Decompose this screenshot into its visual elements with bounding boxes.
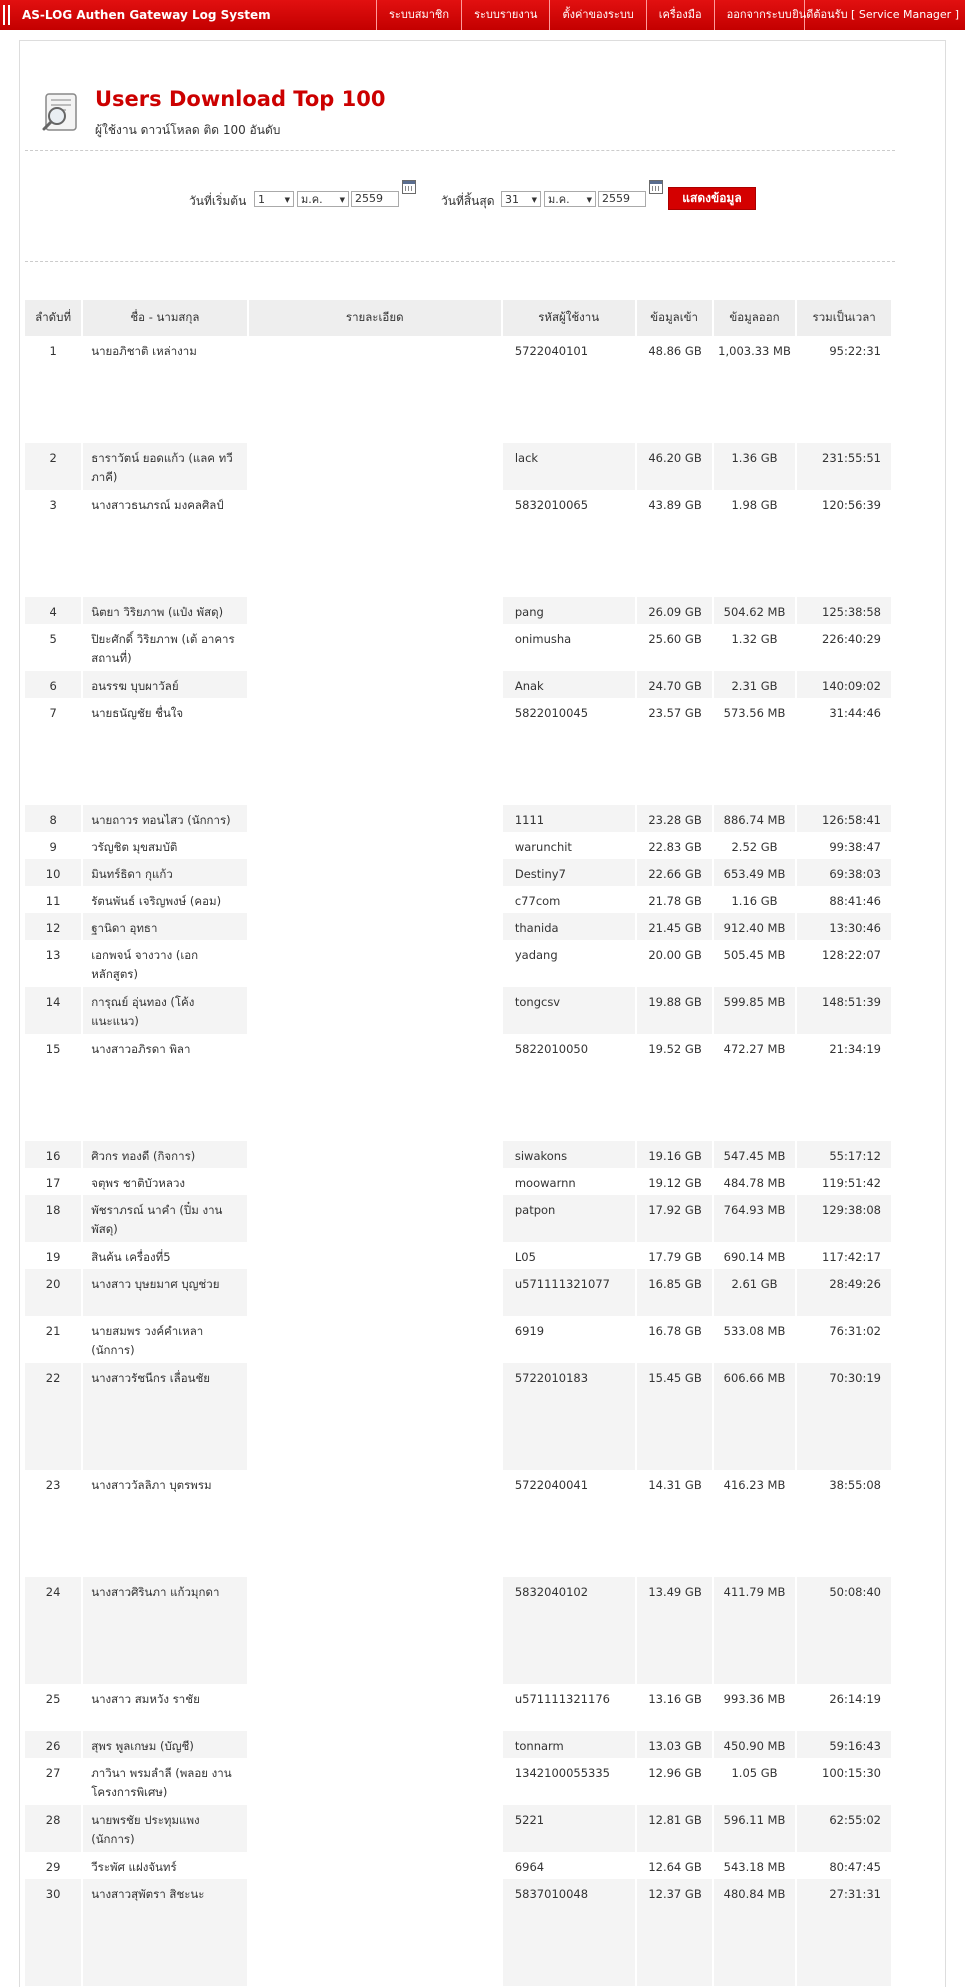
page-subtitle: ผู้ใช้งาน ดาวน์โหลด ติด 100 อันดับ (95, 123, 281, 137)
total-time-cell: 27:31:31 (797, 1879, 893, 1986)
start-day-select[interactable] (254, 191, 294, 207)
table-row (25, 671, 893, 698)
total-time-cell: 21:34:19 (797, 1034, 893, 1141)
user-id-cell: 1111 (503, 805, 637, 832)
total-time-cell: 13:30:46 (797, 913, 893, 940)
name-cell: อนรรฆ บุบผาวัลย์ (83, 671, 248, 698)
data-in-cell: 24.70 GB (637, 671, 714, 698)
user-id-cell: patpon (503, 1195, 637, 1242)
rank-cell: 2 (25, 443, 83, 490)
table-row (25, 443, 893, 490)
col-header-detail[interactable]: รายละเอียด (249, 300, 503, 336)
name-cell: สินค้น เครื่องที่5 (83, 1242, 248, 1269)
data-in-cell: 43.89 GB (637, 490, 714, 597)
table-row (25, 1731, 893, 1758)
start-month-select[interactable] (297, 191, 349, 207)
data-in-cell: 19.88 GB (637, 987, 714, 1034)
start-year-input[interactable]: 2559 (351, 191, 399, 207)
data-out-cell: 993.36 MB (714, 1684, 798, 1731)
end-year-input[interactable]: 2559 (598, 191, 646, 207)
end-day-value: 31 (505, 193, 519, 206)
user-id-cell: 5832040102 (503, 1577, 637, 1684)
detail-cell (249, 1141, 503, 1168)
data-in-cell: 17.92 GB (637, 1195, 714, 1242)
data-out-cell: 1.32 GB (714, 624, 798, 671)
data-in-cell: 16.78 GB (637, 1316, 714, 1363)
table-row (25, 1269, 893, 1316)
total-time-cell: 100:15:30 (797, 1758, 893, 1805)
name-cell: นายถาวร ทอนไสว (นักการ) (83, 805, 248, 832)
page-title: Users Download Top 100 (95, 87, 386, 111)
table-row (25, 698, 893, 805)
table-row (25, 1195, 893, 1242)
rank-cell: 11 (25, 886, 83, 913)
rank-cell: 22 (25, 1363, 83, 1470)
data-in-cell: 22.66 GB (637, 859, 714, 886)
total-time-cell: 80:47:45 (797, 1852, 893, 1879)
table-header-row (25, 300, 893, 336)
data-out-cell: 573.56 MB (714, 698, 798, 805)
nav-logout[interactable]: ออกจากระบบ (714, 0, 805, 30)
col-header-name[interactable]: ชื่อ - นามสกุล (83, 300, 248, 336)
data-in-cell: 12.96 GB (637, 1758, 714, 1805)
data-out-cell: 764.93 MB (714, 1195, 798, 1242)
data-out-cell: 484.78 MB (714, 1168, 798, 1195)
user-id-cell: onimusha (503, 624, 637, 671)
name-cell: วีระพัศ แฝงจันทร์ (83, 1852, 248, 1879)
data-in-cell: 48.86 GB (637, 336, 714, 443)
data-out-cell: 472.27 MB (714, 1034, 798, 1141)
user-id-cell: 5822010045 (503, 698, 637, 805)
data-in-cell: 17.79 GB (637, 1242, 714, 1269)
data-in-cell: 21.45 GB (637, 913, 714, 940)
user-id-cell: tonnarm (503, 1731, 637, 1758)
total-time-cell: 140:09:02 (797, 671, 893, 698)
table-row (25, 913, 893, 940)
user-id-cell: L05 (503, 1242, 637, 1269)
name-cell: รัตนพันธ์ เจริญพงษ์ (คอม) (83, 886, 248, 913)
rank-cell: 8 (25, 805, 83, 832)
data-out-cell: 606.66 MB (714, 1363, 798, 1470)
data-out-cell: 653.49 MB (714, 859, 798, 886)
nav-settings[interactable]: ตั้งค่าของระบบ (549, 0, 645, 30)
total-time-cell: 50:08:40 (797, 1577, 893, 1684)
name-cell: เอกพจน์ จางวาง (เอก หลักสูตร) (83, 940, 248, 987)
user-id-cell: 6919 (503, 1316, 637, 1363)
data-out-cell: 599.85 MB (714, 987, 798, 1034)
rank-cell: 13 (25, 940, 83, 987)
detail-cell (249, 1363, 503, 1470)
table-row (25, 1363, 893, 1470)
chevron-down-icon: ▼ (339, 196, 345, 204)
rank-cell: 3 (25, 490, 83, 597)
detail-cell (249, 805, 503, 832)
detail-cell (249, 832, 503, 859)
download-table (25, 300, 893, 1986)
name-cell: มินทร์ธิดา กุแก้ว (83, 859, 248, 886)
name-cell: นางสาว บุษยมาศ บุญช่วย (83, 1269, 248, 1316)
table-row (25, 1168, 893, 1195)
user-id-cell: lack (503, 443, 637, 490)
name-cell: นายอภิชาติ เหล่างาม (83, 336, 248, 443)
name-cell: นางสาวศิรินภา แก้วมุกดา (83, 1577, 248, 1684)
end-month-select[interactable] (544, 191, 596, 207)
rank-cell: 25 (25, 1684, 83, 1731)
detail-cell (249, 1684, 503, 1731)
detail-cell (249, 1805, 503, 1852)
name-cell: วรัญชิต มุขสมบัติ (83, 832, 248, 859)
total-time-cell: 38:55:08 (797, 1470, 893, 1577)
rank-cell: 16 (25, 1141, 83, 1168)
user-id-cell: pang (503, 597, 637, 624)
user-id-cell: 5832010065 (503, 490, 637, 597)
rank-cell: 29 (25, 1852, 83, 1879)
calendar-icon[interactable] (402, 180, 416, 194)
name-cell: นางสาวอภิรดา พิลา (83, 1034, 248, 1141)
detail-cell (249, 671, 503, 698)
detail-cell (249, 859, 503, 886)
user-id-cell: c77com (503, 886, 637, 913)
divider (25, 261, 895, 262)
detail-cell (249, 1195, 503, 1242)
total-time-cell: 148:51:39 (797, 987, 893, 1034)
data-in-cell: 25.60 GB (637, 624, 714, 671)
table-row (25, 1577, 893, 1684)
data-in-cell: 12.64 GB (637, 1852, 714, 1879)
detail-cell (249, 1168, 503, 1195)
rank-cell: 28 (25, 1805, 83, 1852)
welcome-text: ยินดีต้อนรับ [ Service Manager ] (792, 8, 959, 21)
rank-cell: 18 (25, 1195, 83, 1242)
detail-cell (249, 336, 503, 443)
total-time-cell: 62:55:02 (797, 1805, 893, 1852)
total-time-cell: 117:42:17 (797, 1242, 893, 1269)
nav-tools[interactable]: เครื่องมือ (646, 0, 714, 30)
table-row (25, 1879, 893, 1986)
table-row (25, 1470, 893, 1577)
total-time-cell: 88:41:46 (797, 886, 893, 913)
col-header-user-id[interactable]: รหัสผู้ใช้งาน (503, 300, 637, 336)
user-id-cell: 5822010050 (503, 1034, 637, 1141)
user-id-cell: warunchit (503, 832, 637, 859)
rank-cell: 1 (25, 336, 83, 443)
data-out-cell: 2.52 GB (714, 832, 798, 859)
name-cell: นางสาวรัชนีกร เลื่อนชัย (83, 1363, 248, 1470)
user-id-cell: 5722040041 (503, 1470, 637, 1577)
total-time-cell: 59:16:43 (797, 1731, 893, 1758)
data-out-cell: 1.05 GB (714, 1758, 798, 1805)
detail-cell (249, 443, 503, 490)
detail-cell (249, 1242, 503, 1269)
user-id-cell: 5221 (503, 1805, 637, 1852)
rank-cell: 17 (25, 1168, 83, 1195)
data-out-cell: 912.40 MB (714, 913, 798, 940)
detail-cell (249, 1316, 503, 1363)
table-row (25, 832, 893, 859)
data-in-cell: 12.37 GB (637, 1879, 714, 1986)
data-out-cell: 1.36 GB (714, 443, 798, 490)
table-row (25, 1805, 893, 1852)
table-row (25, 859, 893, 886)
col-header-data-in[interactable]: ข้อมูลเข้า (637, 300, 714, 336)
data-in-cell: 46.20 GB (637, 443, 714, 490)
user-id-cell: yadang (503, 940, 637, 987)
data-in-cell: 16.85 GB (637, 1269, 714, 1316)
user-id-cell: Anak (503, 671, 637, 698)
detail-cell (249, 698, 503, 805)
name-cell: นางสาววัลลิภา บุตรพรม (83, 1470, 248, 1577)
name-cell: สุพร พูลเกษม (บัญชี) (83, 1731, 248, 1758)
chevron-down-icon: ▼ (586, 196, 592, 204)
data-out-cell: 533.08 MB (714, 1316, 798, 1363)
rank-cell: 24 (25, 1577, 83, 1684)
user-id-cell: tongcsv (503, 987, 637, 1034)
data-out-cell: 450.90 MB (714, 1731, 798, 1758)
data-out-cell: 690.14 MB (714, 1242, 798, 1269)
rank-cell: 26 (25, 1731, 83, 1758)
user-id-cell: thanida (503, 913, 637, 940)
data-in-cell: 22.83 GB (637, 832, 714, 859)
table-row (25, 1852, 893, 1879)
end-date-label: วันที่สิ้นสุด (441, 194, 495, 208)
detail-cell (249, 624, 503, 671)
detail-cell (249, 1852, 503, 1879)
name-cell: การุณย์ อุ่นทอง (โค้ง แนะแนว) (83, 987, 248, 1034)
rank-cell: 10 (25, 859, 83, 886)
data-in-cell: 19.12 GB (637, 1168, 714, 1195)
data-out-cell: 547.45 MB (714, 1141, 798, 1168)
detail-cell (249, 886, 503, 913)
rank-cell: 4 (25, 597, 83, 624)
data-in-cell: 21.78 GB (637, 886, 714, 913)
chevron-down-icon: ▼ (531, 196, 537, 204)
detail-cell (249, 1470, 503, 1577)
data-in-cell: 13.16 GB (637, 1684, 714, 1731)
col-header-data-out[interactable]: ข้อมูลออก (714, 300, 798, 336)
name-cell: ธาราวัตน์ ยอดแก้ว (แลค ทวีภาคี) (83, 443, 248, 490)
user-id-cell: Destiny7 (503, 859, 637, 886)
data-out-cell: 2.61 GB (714, 1269, 798, 1316)
total-time-cell: 76:31:02 (797, 1316, 893, 1363)
main-nav (376, 0, 805, 30)
data-out-cell: 480.84 MB (714, 1879, 798, 1986)
name-cell: ศิวกร ทองดี (กิจการ) (83, 1141, 248, 1168)
data-out-cell: 596.11 MB (714, 1805, 798, 1852)
data-out-cell: 886.74 MB (714, 805, 798, 832)
user-id-cell: u571111321077 (503, 1269, 637, 1316)
table-row (25, 597, 893, 624)
name-cell: พัชราภรณ์ นาคำ (ปิ๋ม งานพัสดุ) (83, 1195, 248, 1242)
start-month-value: ม.ค. (301, 193, 323, 206)
start-day-value: 1 (258, 193, 265, 206)
table-row (25, 1684, 893, 1731)
data-in-cell: 26.09 GB (637, 597, 714, 624)
user-id-cell: 5837010048 (503, 1879, 637, 1986)
nav-reports[interactable]: ระบบรายงาน (461, 0, 549, 30)
name-cell: นิตยา วิริยภาพ (แป๋ง พัสดุ) (83, 597, 248, 624)
name-cell: นางสาวธนภรณ์ มงคลศิลป์ (83, 490, 248, 597)
top-navigation-bar (0, 0, 965, 30)
data-in-cell: 20.00 GB (637, 940, 714, 987)
total-time-cell: 28:49:26 (797, 1269, 893, 1316)
total-time-cell: 95:22:31 (797, 336, 893, 443)
total-time-cell: 125:38:58 (797, 597, 893, 624)
name-cell: จตุพร ชาติบัวหลวง (83, 1168, 248, 1195)
total-time-cell: 31:44:46 (797, 698, 893, 805)
divider (25, 150, 895, 151)
detail-cell (249, 1758, 503, 1805)
data-in-cell: 12.81 GB (637, 1805, 714, 1852)
calendar-icon[interactable] (649, 180, 663, 194)
total-time-cell: 231:55:51 (797, 443, 893, 490)
total-time-cell: 129:38:08 (797, 1195, 893, 1242)
name-cell: นายพรชัย ประทุมแพง (นักการ) (83, 1805, 248, 1852)
data-in-cell: 19.52 GB (637, 1034, 714, 1141)
start-date-label: วันที่เริ่มต้น (189, 194, 247, 208)
rank-cell: 6 (25, 671, 83, 698)
chevron-down-icon: ▼ (284, 196, 290, 204)
rank-cell: 5 (25, 624, 83, 671)
data-in-cell: 23.57 GB (637, 698, 714, 805)
rank-cell: 7 (25, 698, 83, 805)
user-id-cell: 1342100055335 (503, 1758, 637, 1805)
total-time-cell: 26:14:19 (797, 1684, 893, 1731)
rank-cell: 27 (25, 1758, 83, 1805)
rank-cell: 15 (25, 1034, 83, 1141)
table-row (25, 987, 893, 1034)
detail-cell (249, 940, 503, 987)
detail-cell (249, 1577, 503, 1684)
user-id-cell: 5722010183 (503, 1363, 637, 1470)
detail-cell (249, 1879, 503, 1986)
name-cell: ปิยะศักดิ์ วิริยภาพ (เต้ อาคารสถานที่) (83, 624, 248, 671)
table-row (25, 805, 893, 832)
total-time-cell: 55:17:12 (797, 1141, 893, 1168)
end-day-select[interactable] (501, 191, 541, 207)
table-row (25, 886, 893, 913)
data-out-cell: 416.23 MB (714, 1470, 798, 1577)
data-out-cell: 543.18 MB (714, 1852, 798, 1879)
data-out-cell: 1.98 GB (714, 490, 798, 597)
detail-cell (249, 490, 503, 597)
col-header-total-time[interactable]: รวมเป็นเวลา (797, 300, 893, 336)
user-id-cell: siwakons (503, 1141, 637, 1168)
data-in-cell: 13.03 GB (637, 1731, 714, 1758)
report-magnifier-icon (40, 91, 82, 133)
user-id-cell: moowarnn (503, 1168, 637, 1195)
total-time-cell: 70:30:19 (797, 1363, 893, 1470)
name-cell: ฐานิดา อุทธา (83, 913, 248, 940)
name-cell: นางสาว สมหวัง ราชัย (83, 1684, 248, 1731)
nav-members[interactable]: ระบบสมาชิก (376, 0, 461, 30)
user-id-cell: 6964 (503, 1852, 637, 1879)
table-row (25, 1242, 893, 1269)
table-row (25, 1034, 893, 1141)
col-header-rank[interactable]: ลำดับที่ (25, 300, 83, 336)
rank-cell: 12 (25, 913, 83, 940)
rank-cell: 14 (25, 987, 83, 1034)
logo-stripes (3, 5, 13, 28)
total-time-cell: 126:58:41 (797, 805, 893, 832)
table-row (25, 336, 893, 443)
table-row (25, 490, 893, 597)
rank-cell: 20 (25, 1269, 83, 1316)
detail-cell (249, 1269, 503, 1316)
app-title[interactable]: AS-LOG Authen Gateway Log System (22, 8, 271, 22)
data-out-cell: 1,003.33 MB (714, 336, 798, 443)
rank-cell: 19 (25, 1242, 83, 1269)
table-row (25, 1316, 893, 1363)
table-row (25, 940, 893, 987)
total-time-cell: 69:38:03 (797, 859, 893, 886)
name-cell: ภาวินา พรมลำลี (พลอย งานโครงการพิเศษ) (83, 1758, 248, 1805)
detail-cell (249, 597, 503, 624)
data-in-cell: 15.45 GB (637, 1363, 714, 1470)
end-month-value: ม.ค. (548, 193, 570, 206)
name-cell: นายธนัญชัย ชื่นใจ (83, 698, 248, 805)
rank-cell: 9 (25, 832, 83, 859)
table-row (25, 624, 893, 671)
rank-cell: 23 (25, 1470, 83, 1577)
detail-cell (249, 913, 503, 940)
detail-cell (249, 1034, 503, 1141)
data-out-cell: 1.16 GB (714, 886, 798, 913)
table-row (25, 1758, 893, 1805)
detail-cell (249, 1731, 503, 1758)
total-time-cell: 120:56:39 (797, 490, 893, 597)
total-time-cell: 128:22:07 (797, 940, 893, 987)
table-row (25, 1141, 893, 1168)
total-time-cell: 119:51:42 (797, 1168, 893, 1195)
total-time-cell: 99:38:47 (797, 832, 893, 859)
data-in-cell: 14.31 GB (637, 1470, 714, 1577)
data-out-cell: 504.62 MB (714, 597, 798, 624)
data-in-cell: 13.49 GB (637, 1577, 714, 1684)
rank-cell: 21 (25, 1316, 83, 1363)
user-id-cell: u571111321176 (503, 1684, 637, 1731)
data-out-cell: 411.79 MB (714, 1577, 798, 1684)
detail-cell (249, 987, 503, 1034)
user-id-cell: 5722040101 (503, 336, 637, 443)
data-out-cell: 2.31 GB (714, 671, 798, 698)
data-in-cell: 19.16 GB (637, 1141, 714, 1168)
rank-cell: 30 (25, 1879, 83, 1986)
data-out-cell: 505.45 MB (714, 940, 798, 987)
name-cell: นางสาวสุพัตรา สิชะนะ (83, 1879, 248, 1986)
name-cell: นายสมพร วงค์คำเหลา (นักการ) (83, 1316, 248, 1363)
total-time-cell: 226:40:29 (797, 624, 893, 671)
data-in-cell: 23.28 GB (637, 805, 714, 832)
show-data-button[interactable]: แสดงข้อมูล (668, 187, 756, 210)
